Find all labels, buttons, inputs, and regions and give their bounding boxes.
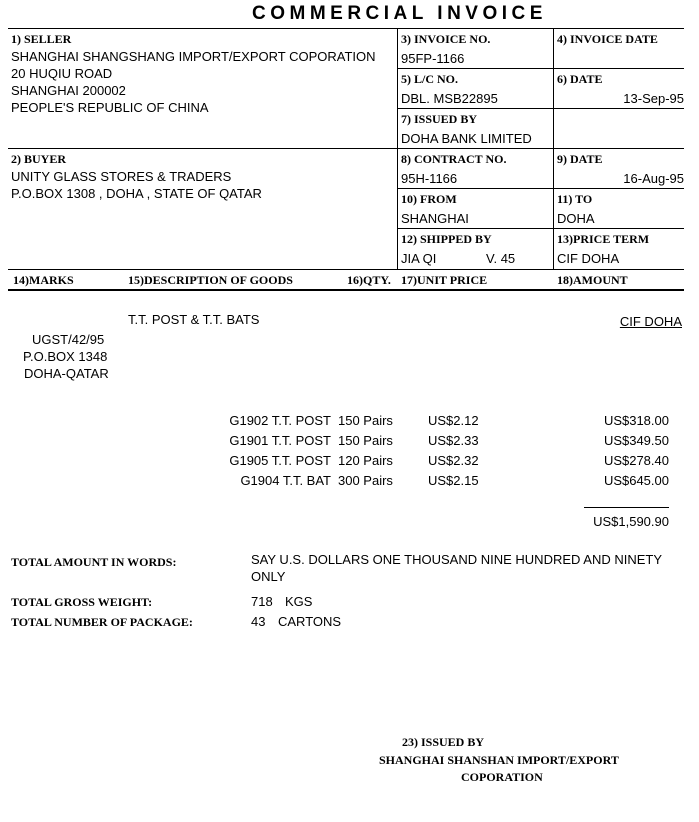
shipped-by-label: 12) SHIPPED BY <box>401 232 492 246</box>
packages-label: TOTAL NUMBER OF PACKAGE: <box>11 615 193 629</box>
seller-line: SHANGHAI 200002 <box>11 83 126 98</box>
amount-term: CIF DOHA <box>619 314 682 329</box>
total-words-line: SAY U.S. DOLLARS ONE THOUSAND NINE HUNDRED AND NINETY <box>251 552 663 567</box>
row-divider <box>397 228 684 229</box>
shipped-by-voyage: V. 45 <box>486 251 516 266</box>
item-amount: US$278.40 <box>603 453 669 468</box>
lc-no-label: 5) L/C NO. <box>401 72 458 86</box>
item-qty: 150 Pairs <box>338 433 393 448</box>
marks-line: P.O.BOX 1348 <box>23 349 108 364</box>
invoice-no-label: 3) INVOICE NO. <box>401 32 491 46</box>
buyer-line: P.O.BOX 1308 , DOHA , STATE OF QATAR <box>11 186 262 201</box>
lc-date-label: 6) DATE <box>557 72 603 86</box>
total-rule <box>584 507 669 508</box>
marks-line: UGST/42/95 <box>32 332 105 347</box>
shipped-by-vessel: JIA QI <box>401 251 437 266</box>
lc-date-value: 13-Sep-95 <box>623 91 684 106</box>
column-header-unit-price: 17)UNIT PRICE <box>401 273 488 287</box>
packages-unit: CARTONS <box>278 614 342 629</box>
marks-line: DOHA-QATAR <box>24 366 109 381</box>
column-header-description: 15)DESCRIPTION OF GOODS <box>128 273 293 287</box>
row-divider <box>397 68 684 69</box>
contract-no-label: 8) CONTRACT NO. <box>401 152 507 166</box>
issued-by-value: DOHA BANK LIMITED <box>401 131 532 146</box>
contract-no-value: 95H-1166 <box>401 171 458 186</box>
item-price: US$2.15 <box>428 473 479 488</box>
issuer-line: SHANGHAI SHANSHAN IMPORT/EXPORT <box>379 753 619 767</box>
from-label: 10) FROM <box>401 192 457 206</box>
invoice-no-value: 95FP-1166 <box>401 51 465 66</box>
item-description: G1901 T.T. POST <box>229 433 331 448</box>
from-value: SHANGHAI <box>401 211 469 226</box>
column-divider-1 <box>397 28 398 270</box>
total-words-label: TOTAL AMOUNT IN WORDS: <box>11 555 177 569</box>
item-price: US$2.12 <box>428 413 479 428</box>
item-qty: 300 Pairs <box>338 473 393 488</box>
row-divider <box>397 188 684 189</box>
to-label: 11) TO <box>557 192 593 206</box>
document-title: COMMERCIAL INVOICE <box>252 3 547 24</box>
column-header-qty: 16)QTY. <box>347 273 391 287</box>
header-top-line <box>8 269 684 270</box>
row-divider <box>397 108 684 109</box>
gross-weight-label: TOTAL GROSS WEIGHT: <box>11 595 153 609</box>
packages-value: 43 <box>251 614 266 629</box>
contract-date-label: 9) DATE <box>557 152 603 166</box>
issuer-line: COPORATION <box>461 770 543 784</box>
contract-date-value: 16-Aug-95 <box>623 171 684 186</box>
row-divider <box>8 148 684 149</box>
seller-line: PEOPLE'S REPUBLIC OF CHINA <box>11 100 209 115</box>
price-term-label: 13)PRICE TERM <box>557 232 650 246</box>
column-divider-2 <box>553 28 554 270</box>
buyer-label: 2) BUYER <box>11 152 67 166</box>
price-term-value: CIF DOHA <box>557 251 620 266</box>
top-border <box>8 28 684 29</box>
to-value: DOHA <box>557 211 595 226</box>
item-description: G1902 T.T. POST <box>229 413 331 428</box>
item-description: G1904 T.T. BAT <box>240 473 331 488</box>
total-words-line: ONLY <box>251 569 286 584</box>
item-amount: US$645.00 <box>603 473 669 488</box>
buyer-line: UNITY GLASS STORES & TRADERS <box>11 169 232 184</box>
item-price: US$2.33 <box>428 433 479 448</box>
column-header-marks: 14)MARKS <box>13 273 74 287</box>
item-qty: 120 Pairs <box>338 453 393 468</box>
lc-no-value: DBL. MSB22895 <box>401 91 498 106</box>
item-amount: US$349.50 <box>603 433 669 448</box>
seller-label: 1) SELLER <box>11 32 72 46</box>
item-description: G1905 T.T. POST <box>229 453 331 468</box>
seller-line: 20 HUQIU ROAD <box>11 66 113 81</box>
item-qty: 150 Pairs <box>338 413 393 428</box>
invoice-date-label: 4) INVOICE DATE <box>557 32 658 46</box>
item-amount: US$318.00 <box>603 413 669 428</box>
gross-weight-unit: KGS <box>285 594 313 609</box>
total-amount: US$1,590.90 <box>593 514 669 529</box>
column-header-amount: 18)AMOUNT <box>557 273 628 287</box>
issued-by-label: 7) ISSUED BY <box>401 112 478 126</box>
header-bottom-line <box>8 289 684 291</box>
issuer-label: 23) ISSUED BY <box>402 735 485 749</box>
seller-line: SHANGHAI SHANGSHANG IMPORT/EXPORT COPORATION <box>11 49 376 64</box>
gross-weight-value: 718 <box>251 594 273 609</box>
goods-title: T.T. POST & T.T. BATS <box>128 312 260 327</box>
item-price: US$2.32 <box>428 453 479 468</box>
